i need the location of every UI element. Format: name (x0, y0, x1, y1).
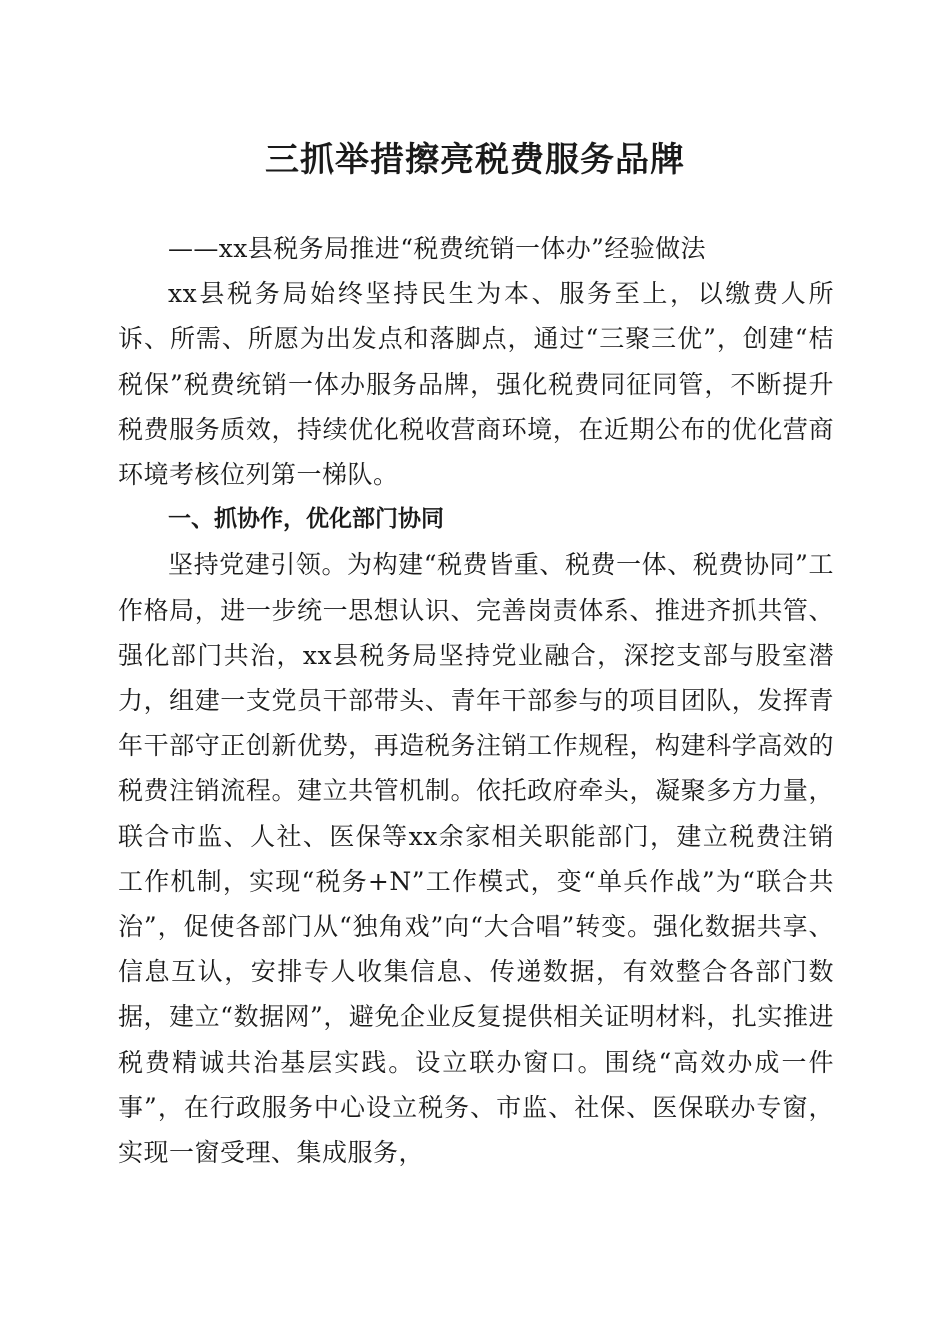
document-title: 三抓举措擦亮税费服务品牌 (265, 140, 685, 180)
document-subtitle: ——xx县税务局推进“税费统销一体办”经验做法 (168, 234, 706, 263)
section-heading-1: 一、抓协作，优化部门协同 (168, 506, 444, 533)
intro-paragraph: xx县税务局始终坚持民生为本、服务至上，以缴费人所诉、所需、所愿为出发点和落脚点，通过“三聚三优”，创建“桔税保”税费统销一体办服务品牌，强化税费同征同管，不断提升税费服务质效，持续优化税收营商环境，在近期公布的优化营商环境考核位列第一梯队。 (118, 279, 834, 490)
section-1-paragraph: 坚持党建引领。为构建“税费皆重、税费一体、税费协同”工作格局，进一步统一思想认识、完善岗责体系、推进齐抓共管、强化部门共治，xx县税务局坚持党业融合，深挖支部与股室潜力，组建一支党员干部带头、青年干部参与的项目团队，发挥青年干部守正创新优势，再造税务注销工作规程，构建科学高效的税费注销流程。建立共管机制。依托政府牵头，凝聚多方力量，联合市监、人社、医保等xx余家相关职能部门，建立税费注销工作机制，实现“税务+N”工作模式，变“单兵作战”为“联合共治”，促使各部门从“独角戏”向“大合唱”转变。强化数据共享、信息互认，安排专人收集信息、传递数据，有效整合各部门数据，建立“数据网”，避免企业反复提供相关证明材料，扎实推进税费精诚共治基层实践。设立联办窗口。围绕“高效办成一件事”，在行政服务中心设立税务、市监、社保、医保联办专窗，实现一窗受理、集成服务， (118, 550, 834, 1168)
document-body (118, 226, 834, 1175)
